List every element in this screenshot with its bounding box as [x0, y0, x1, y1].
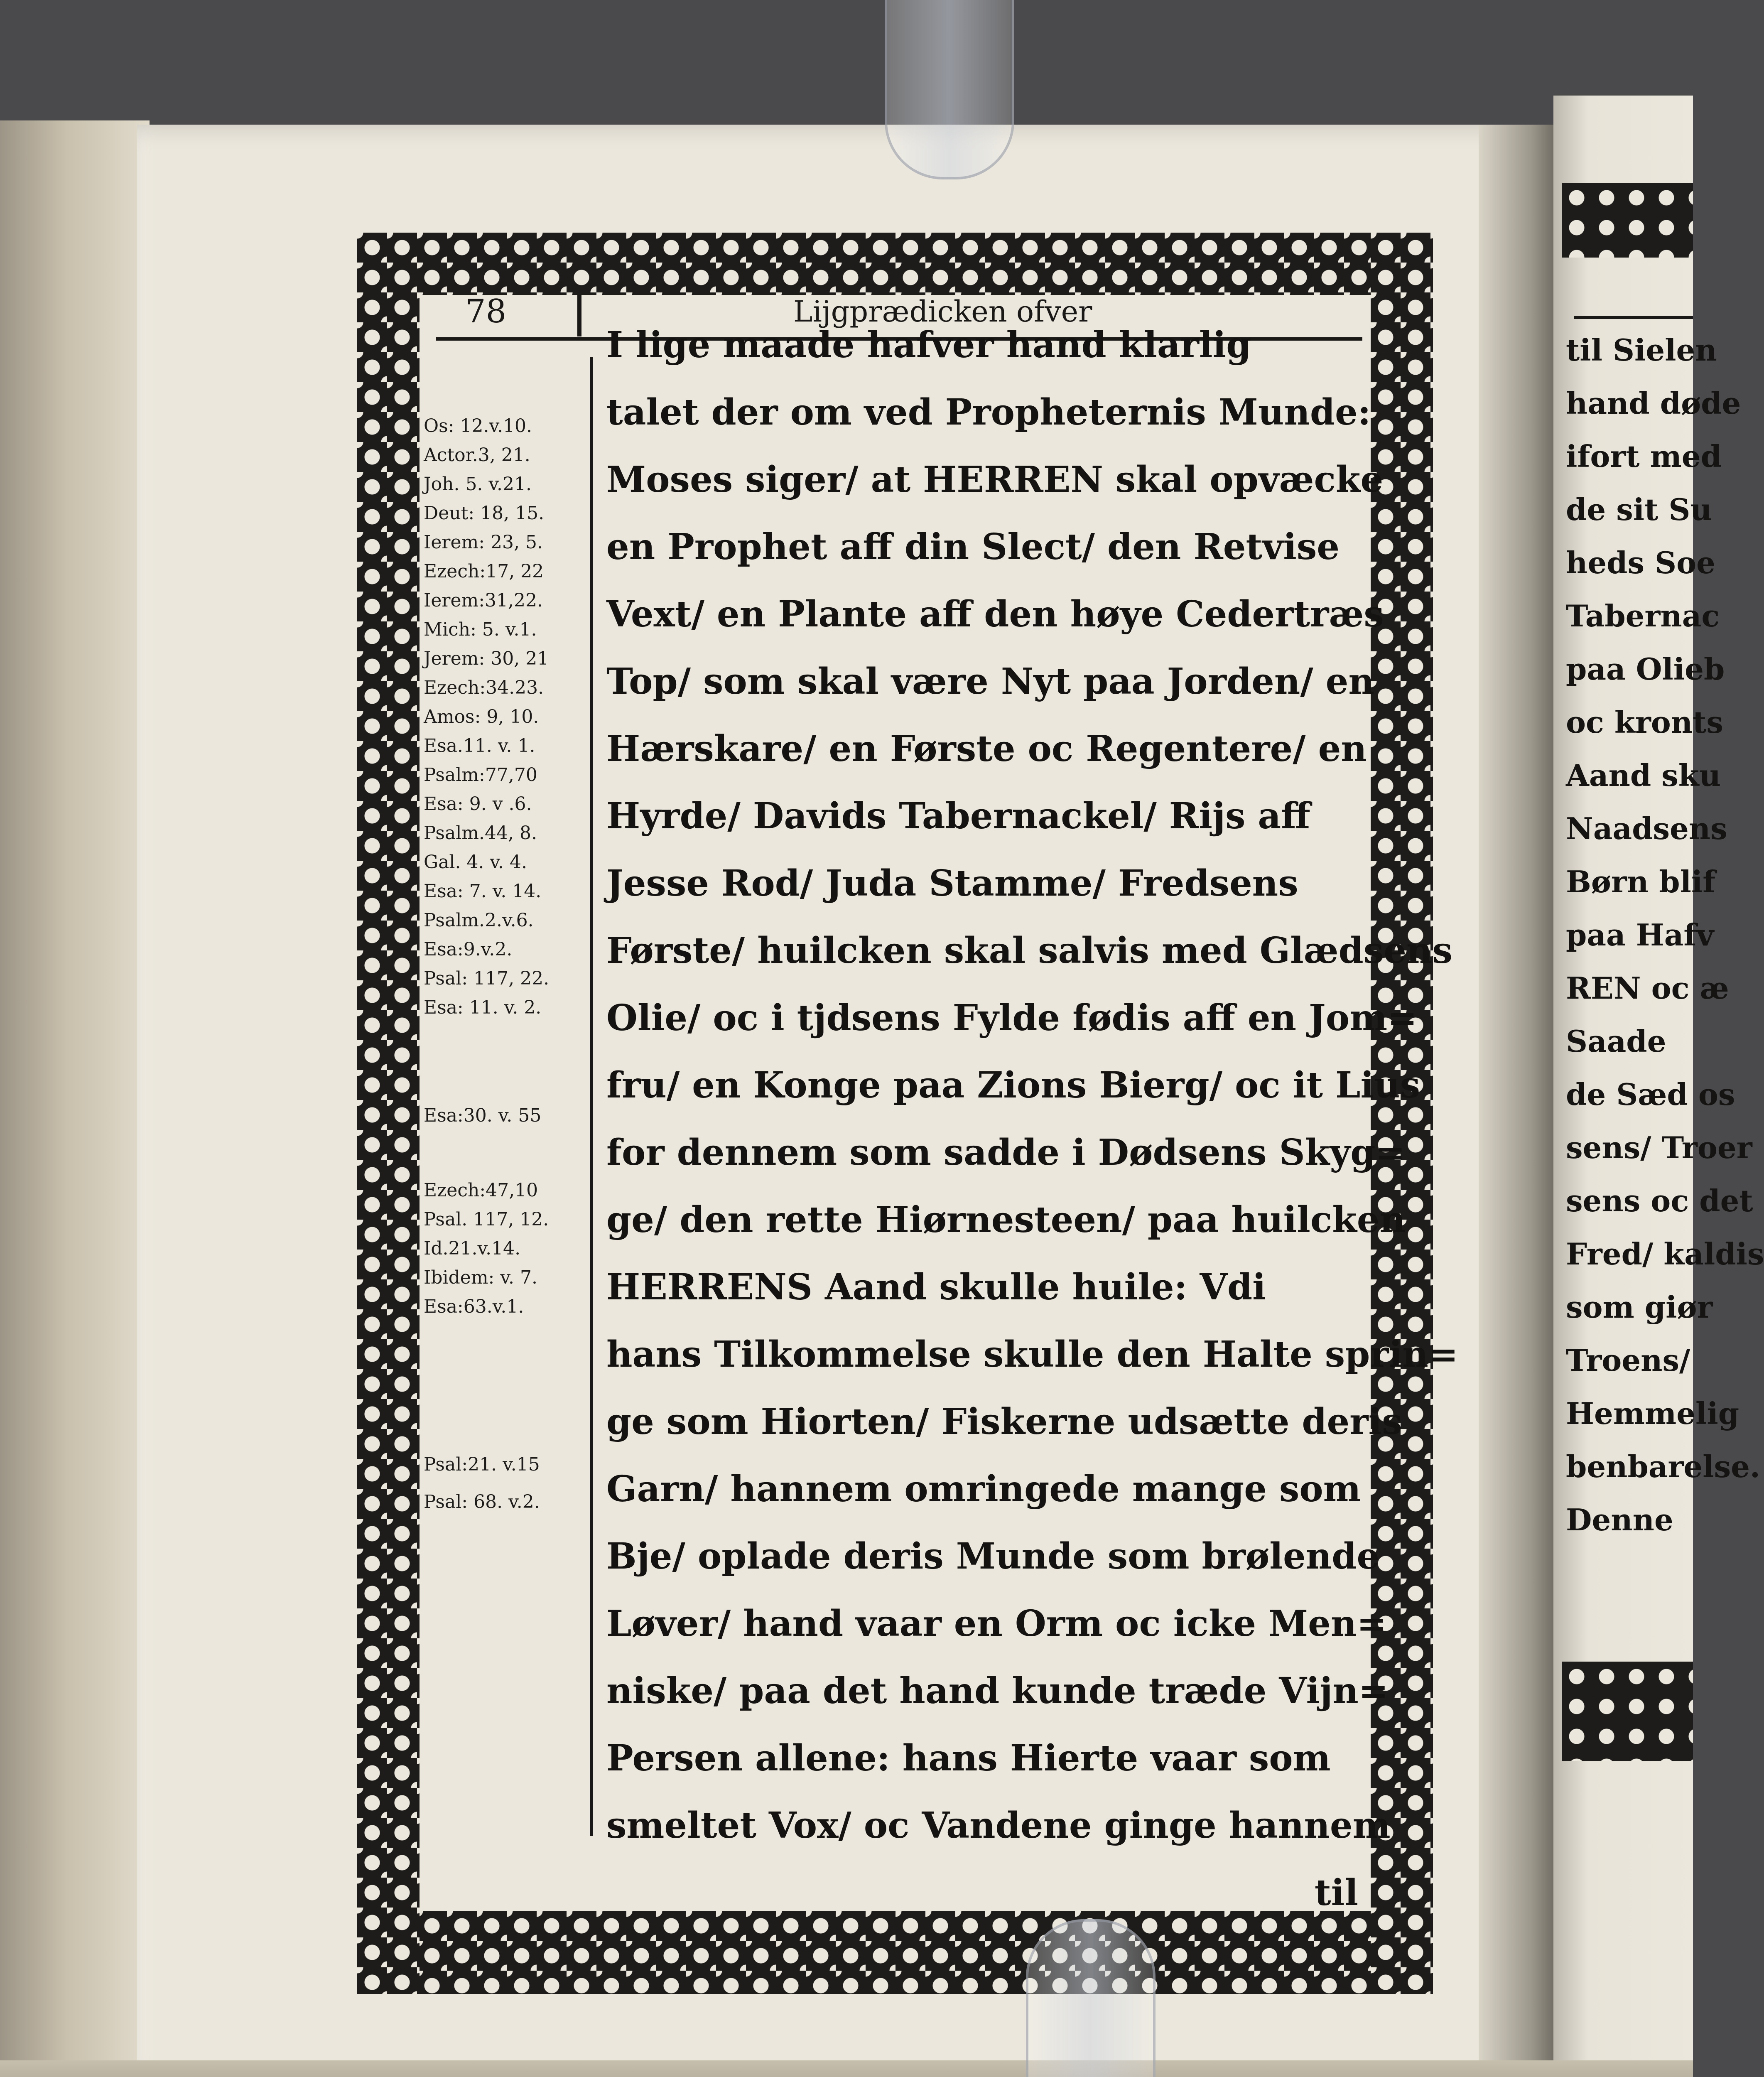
text-line: Første/ huilcken skal salvis med Glædsens	[606, 930, 1452, 972]
margin-reference: Deut: 18, 15.	[424, 503, 545, 524]
facing-text-line: Tabernac	[1566, 598, 1720, 633]
text-line: ge som Hiorten/ Fiskerne udsætte deris	[606, 1401, 1402, 1443]
text-line: Bje/ oplade deris Munde som brølende	[606, 1535, 1380, 1577]
head-divider	[577, 295, 581, 336]
margin-reference: Ibidem: v. 7.	[424, 1267, 537, 1288]
margin-reference: Jerem: 30, 21	[424, 648, 549, 669]
facing-page-ornament-bottom	[1562, 1662, 1693, 1761]
facing-text-line: Hemmelig	[1566, 1396, 1739, 1431]
margin-reference: Psalm.44, 8.	[424, 822, 537, 844]
facing-text-line: REN oc æ	[1566, 970, 1729, 1006]
ornamental-border-top	[357, 233, 1433, 295]
facing-text-line: heds Soe	[1566, 545, 1715, 580]
margin-reference: Ezech:47,10	[424, 1180, 538, 1201]
text-line: Olie/ oc i tjdsens Fylde fødis aff en Jom=	[606, 997, 1418, 1039]
margin-reference: Psalm:77,70	[424, 764, 537, 786]
facing-page-ornament-top	[1562, 183, 1693, 258]
margin-reference: Esa:9.v.2.	[424, 939, 513, 960]
text-line: talet der om ved Propheternis Munde:	[606, 391, 1371, 433]
facing-text-line: paa Olieb	[1566, 651, 1725, 687]
margin-reference: Joh. 5. v.21.	[424, 474, 532, 495]
margin-reference: Esa: 11. v. 2.	[424, 997, 542, 1018]
margin-reference: Mich: 5. v.1.	[424, 619, 537, 640]
facing-text-line: sens oc det	[1566, 1183, 1753, 1218]
margin-reference: Ierem: 23, 5.	[424, 532, 543, 553]
facing-page-text	[1566, 332, 1764, 1620]
facing-text-line: oc kronts	[1566, 705, 1723, 740]
text-line: Hyrde/ Davids Tabernackel/ Rijs aff	[606, 795, 1310, 837]
book-bottom-edge	[0, 2060, 1693, 2077]
ornamental-border-left	[357, 233, 420, 1994]
facing-text-line: benbarelse.	[1566, 1449, 1760, 1484]
text-line: I lige maade hafver hand klarlig	[606, 324, 1251, 366]
margin-reference: Gal. 4. v. 4.	[424, 852, 527, 873]
text-line: til	[1314, 1872, 1358, 1914]
facing-text-line: som giør	[1566, 1289, 1713, 1325]
text-line: Løver/ hand vaar en Orm oc icke Men=	[606, 1603, 1387, 1645]
margin-reference: Esa:30. v. 55	[424, 1105, 542, 1126]
book-gutter	[1479, 125, 1566, 2077]
text-line: Top/ som skal være Nyt paa Jorden/ en	[606, 660, 1374, 702]
book-edge	[0, 120, 150, 2077]
margin-reference: Psal: 117, 22.	[424, 968, 550, 989]
facing-text-line: til Sielen	[1566, 332, 1717, 368]
text-line: Hærskare/ en Første oc Regentere/ en	[606, 728, 1367, 770]
text-line: Garn/ hannem omringede mange som	[606, 1468, 1361, 1510]
margin-reference: Ezech:34.23.	[424, 677, 544, 698]
facing-text-line: ifort med	[1566, 439, 1722, 474]
facing-text-line: hand døde	[1566, 385, 1741, 421]
glass-page-clip-top	[885, 0, 1014, 179]
margin-reference: Ierem:31,22.	[424, 590, 543, 611]
text-line: en Prophet aff din Slect/ den Retvise	[606, 526, 1340, 568]
facing-text-line: paa Hafv	[1566, 917, 1714, 953]
margin-reference: Psalm.2.v.6.	[424, 910, 534, 931]
glass-page-clip-bottom	[1026, 1919, 1156, 2077]
body-text	[606, 324, 1458, 1944]
margin-reference: Os: 12.v.10.	[424, 415, 532, 437]
running-title: Lijgprædicken ofver	[793, 295, 1092, 329]
text-line: Jesse Rod/ Juda Stamme/ Fredsens	[606, 862, 1298, 904]
margin-reference: Esa: 7. v. 14.	[424, 881, 542, 902]
facing-text-line: de Sæd os	[1566, 1077, 1735, 1112]
text-line: smeltet Vox/ oc Vandene ginge hannem	[606, 1804, 1391, 1846]
margin-reference: Psal. 117, 12.	[424, 1209, 549, 1230]
facing-text-line: sens/ Troer	[1566, 1130, 1752, 1165]
facing-text-line: Fred/ kaldis	[1566, 1236, 1764, 1272]
margin-reference: Psal: 68. v.2.	[424, 1491, 540, 1512]
margin-reference: Actor.3, 21.	[424, 444, 530, 466]
facing-text-line: Børn blif	[1566, 864, 1716, 899]
text-line: for dennem som sadde i Dødsens Skyg=	[606, 1132, 1406, 1174]
text-line: niske/ paa det hand kunde træde Vijn=	[606, 1670, 1389, 1712]
text-line: hans Tilkommelse skulle den Halte sprin=	[606, 1333, 1458, 1375]
margin-reference: Esa: 9. v .6.	[424, 793, 532, 815]
column-rule	[590, 357, 593, 1836]
text-line: fru/ en Konge paa Zions Bierg/ oc it Lius	[606, 1064, 1421, 1106]
margin-reference: Id.21.v.14.	[424, 1238, 521, 1259]
margin-reference: Ezech:17, 22	[424, 561, 544, 582]
margin-reference: Esa:63.v.1.	[424, 1296, 524, 1317]
page-number: 78	[465, 293, 507, 330]
text-line: Persen allene: hans Hierte vaar som	[606, 1737, 1331, 1779]
margin-references	[415, 399, 581, 1811]
facing-text-line: Naadsens	[1566, 811, 1727, 846]
facing-text-line: Aand sku	[1566, 758, 1721, 793]
facing-text-line: Troens/	[1566, 1343, 1690, 1378]
facing-text-line: Saade	[1566, 1024, 1666, 1059]
facing-text-line: de sit Su	[1566, 492, 1712, 527]
facing-text-line: Denne	[1566, 1502, 1673, 1537]
margin-reference: Esa.11. v. 1.	[424, 735, 535, 756]
margin-reference: Psal:21. v.15	[424, 1454, 540, 1475]
text-line: Moses siger/ at HERREN skal opvæcke	[606, 459, 1384, 501]
text-line: Vext/ en Plante aff den høye Cedertræs	[606, 593, 1384, 635]
facing-page-rule	[1574, 316, 1693, 319]
text-line: HERRENS Aand skulle huile: Vdi	[606, 1266, 1266, 1308]
margin-reference: Amos: 9, 10.	[424, 706, 539, 727]
text-line: ge/ den rette Hiørnesteen/ paa huilcken	[606, 1199, 1406, 1241]
